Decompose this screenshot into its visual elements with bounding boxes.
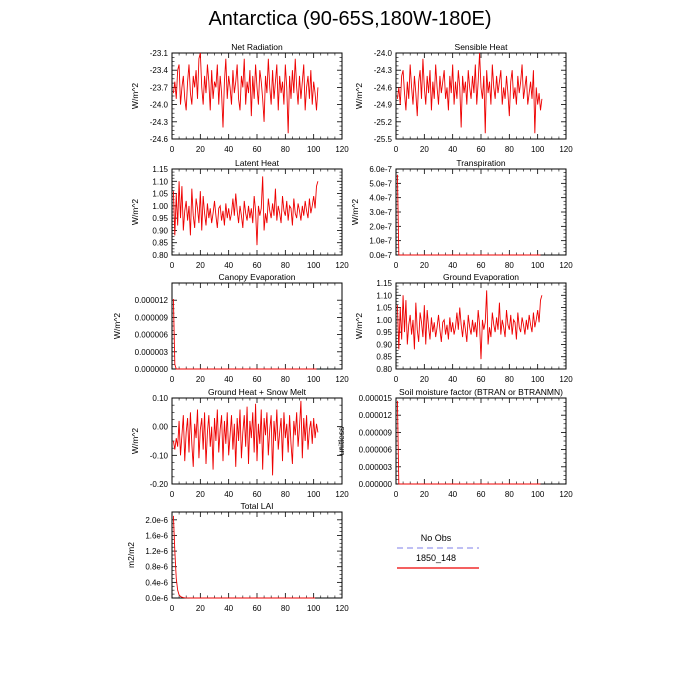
series-line xyxy=(397,175,540,255)
y-tick-label: -24.6 xyxy=(149,135,168,144)
y-tick-label: -0.10 xyxy=(149,451,168,461)
y-tick-label: 0.000012 xyxy=(358,411,392,421)
x-tick-label: 60 xyxy=(476,261,486,270)
series-line xyxy=(173,299,316,369)
chart-panel-1 xyxy=(130,42,349,154)
y-axis-label: W/m^2 xyxy=(354,312,364,340)
y-axis-label: W/m^2 xyxy=(130,427,140,455)
legend-label: 1850_148 xyxy=(415,553,457,563)
y-tick-label: 0.00 xyxy=(152,422,168,432)
x-tick-label: 120 xyxy=(335,261,349,270)
x-tick-label: 20 xyxy=(195,145,205,154)
chart-panel-3 xyxy=(130,158,349,270)
y-tick-label: 5.0e-7 xyxy=(369,179,392,189)
x-tick-label: 60 xyxy=(252,145,262,154)
x-tick-label: 20 xyxy=(195,375,205,384)
chart-title: Latent Heat xyxy=(235,158,279,168)
chart-panel-8 xyxy=(336,387,573,499)
y-tick-label: 1.05 xyxy=(152,189,168,199)
chart-title: Transpiration xyxy=(456,158,506,168)
x-tick-label: 20 xyxy=(195,261,205,270)
y-tick-label: 0.85 xyxy=(152,238,168,248)
x-tick-label: 80 xyxy=(504,375,514,384)
y-tick-label: -23.7 xyxy=(149,83,168,93)
y-tick-label: -25.5 xyxy=(373,135,392,144)
y-tick-label: -24.0 xyxy=(149,100,168,110)
chart-title: Canopy Evaporation xyxy=(218,272,296,282)
x-tick-label: 100 xyxy=(306,490,321,499)
x-tick-label: 80 xyxy=(280,490,290,499)
y-tick-label: 1.0e-7 xyxy=(369,236,392,246)
x-tick-label: 40 xyxy=(224,604,234,613)
x-tick-label: 40 xyxy=(224,261,234,270)
x-tick-label: 80 xyxy=(504,261,514,270)
x-tick-label: 40 xyxy=(448,375,458,384)
chart-panel-7 xyxy=(130,387,349,499)
x-tick-label: 80 xyxy=(280,145,290,154)
x-tick-label: 100 xyxy=(530,145,545,154)
y-tick-label: 0.10 xyxy=(152,394,168,403)
chart-title: Sensible Heat xyxy=(454,42,508,52)
y-tick-label: 1.10 xyxy=(152,177,168,187)
chart-panel-5 xyxy=(112,272,349,384)
x-tick-label: 40 xyxy=(448,145,458,154)
x-tick-label: 60 xyxy=(252,490,262,499)
x-tick-label: 80 xyxy=(280,375,290,384)
x-tick-label: 40 xyxy=(224,375,234,384)
x-tick-label: 60 xyxy=(252,375,262,384)
chart-title: Soil moisture factor (BTRAN or BTRANMN) xyxy=(399,387,563,397)
y-tick-label: -24.6 xyxy=(373,83,392,93)
x-tick-label: 60 xyxy=(476,490,486,499)
series-line xyxy=(173,401,318,476)
y-tick-label: -0.20 xyxy=(149,480,168,489)
y-tick-label: 0.80 xyxy=(376,365,392,374)
x-tick-label: 100 xyxy=(530,375,545,384)
y-axis-label: W/m^2 xyxy=(130,198,140,226)
chart-panel-4 xyxy=(350,158,573,270)
x-tick-label: 100 xyxy=(306,375,321,384)
y-tick-label: 0.000009 xyxy=(134,313,168,323)
chart-title: Ground Evaporation xyxy=(442,272,520,282)
y-tick-label: 0.95 xyxy=(376,328,392,338)
series-line xyxy=(397,53,541,133)
x-tick-label: 0 xyxy=(393,375,399,384)
x-tick-label: 120 xyxy=(335,375,349,384)
y-tick-label: 0.0e-6 xyxy=(145,594,168,603)
y-tick-label: 0.000000 xyxy=(134,365,168,374)
y-tick-label: -23.1 xyxy=(149,49,168,58)
y-tick-label: 1.05 xyxy=(376,303,392,313)
y-tick-label: 0.000015 xyxy=(358,394,392,403)
y-tick-label: 1.15 xyxy=(376,279,392,288)
y-axis-label: m2/m2 xyxy=(126,542,136,568)
x-tick-label: 0 xyxy=(169,375,175,384)
x-tick-label: 0 xyxy=(169,490,175,499)
y-axis-label: W/m^2 xyxy=(112,312,122,340)
y-tick-label: -25.2 xyxy=(373,117,392,127)
y-tick-label: -24.3 xyxy=(149,117,168,127)
x-tick-label: 20 xyxy=(419,375,429,384)
y-tick-label: 0.000006 xyxy=(134,330,168,340)
x-tick-label: 0 xyxy=(169,145,175,154)
plot-frame xyxy=(396,169,566,255)
x-tick-label: 60 xyxy=(252,604,262,613)
x-tick-label: 0 xyxy=(393,490,399,499)
series-line xyxy=(173,53,318,133)
x-tick-label: 60 xyxy=(476,145,486,154)
figure-title: Antarctica (90-65S,180W-180E) xyxy=(208,8,492,30)
x-tick-label: 20 xyxy=(195,490,205,499)
x-tick-label: 80 xyxy=(280,604,290,613)
y-tick-label: 1.2e-6 xyxy=(145,547,168,557)
x-tick-label: 100 xyxy=(530,490,545,499)
series-line xyxy=(173,516,315,598)
y-tick-label: 0.000006 xyxy=(358,445,392,455)
x-tick-label: 60 xyxy=(252,261,262,270)
plot-frame xyxy=(172,512,342,598)
x-tick-label: 120 xyxy=(335,145,349,154)
x-tick-label: 0 xyxy=(393,145,399,154)
y-tick-label: 1.00 xyxy=(376,315,392,325)
chart-panel-6 xyxy=(354,272,573,384)
chart-title: Total LAI xyxy=(240,501,274,511)
x-tick-label: 120 xyxy=(559,145,573,154)
chart-panel-2 xyxy=(354,42,573,154)
x-tick-label: 100 xyxy=(530,261,545,270)
x-tick-label: 0 xyxy=(169,604,175,613)
x-tick-label: 120 xyxy=(559,375,573,384)
y-tick-label: -23.4 xyxy=(149,66,168,76)
series-line xyxy=(397,290,541,359)
x-tick-label: 40 xyxy=(448,261,458,270)
y-tick-label: 1.00 xyxy=(152,201,168,211)
y-tick-label: 0.90 xyxy=(152,226,168,236)
x-tick-label: 100 xyxy=(306,604,321,613)
x-tick-label: 0 xyxy=(393,261,399,270)
y-axis-label: W/m^2 xyxy=(130,82,140,110)
y-tick-label: 4.0e-7 xyxy=(369,193,392,203)
plot-frame xyxy=(396,398,566,484)
y-tick-label: -24.0 xyxy=(373,49,392,58)
x-tick-label: 40 xyxy=(224,145,234,154)
x-tick-label: 20 xyxy=(419,490,429,499)
y-tick-label: 3.0e-7 xyxy=(369,208,392,217)
y-tick-label: 0.95 xyxy=(152,214,168,224)
chart-title: Ground Heat + Snow Melt xyxy=(207,387,307,397)
y-axis-label: unitless xyxy=(336,426,346,456)
x-tick-label: 100 xyxy=(306,145,321,154)
y-tick-label: -24.9 xyxy=(373,100,392,110)
y-axis-label: W/m^2 xyxy=(350,198,360,226)
y-tick-label: 0.000003 xyxy=(134,347,168,357)
x-tick-label: 120 xyxy=(335,490,349,499)
y-tick-label: 1.6e-6 xyxy=(145,531,168,541)
y-tick-label: 0.90 xyxy=(376,340,392,350)
y-tick-label: 0.85 xyxy=(376,352,392,362)
y-tick-label: 0.0e-7 xyxy=(369,251,392,260)
y-tick-label: 6.0e-7 xyxy=(369,165,392,174)
legend-label: No Obs xyxy=(420,533,452,543)
x-tick-label: 0 xyxy=(169,261,175,270)
y-tick-label: 0.4e-6 xyxy=(145,578,168,588)
plot-frame xyxy=(172,283,342,369)
x-tick-label: 80 xyxy=(504,490,514,499)
x-tick-label: 20 xyxy=(419,145,429,154)
y-tick-label: 0.000000 xyxy=(358,480,392,489)
y-tick-label: 0.000003 xyxy=(358,462,392,472)
y-tick-label: 1.10 xyxy=(376,291,392,301)
y-tick-label: 0.000009 xyxy=(358,428,392,438)
x-tick-label: 20 xyxy=(419,261,429,270)
x-tick-label: 120 xyxy=(559,490,573,499)
y-tick-label: -24.3 xyxy=(373,66,392,76)
x-tick-label: 120 xyxy=(559,261,573,270)
x-tick-label: 80 xyxy=(504,145,514,154)
series-line xyxy=(397,401,540,484)
x-tick-label: 80 xyxy=(280,261,290,270)
x-tick-label: 60 xyxy=(476,375,486,384)
y-tick-label: 2.0e-6 xyxy=(145,515,168,525)
y-tick-label: 0.80 xyxy=(152,251,168,260)
legend xyxy=(397,533,479,568)
chart-title: Net Radiation xyxy=(231,42,283,52)
y-tick-label: 1.15 xyxy=(152,165,168,174)
y-tick-label: 0.000012 xyxy=(134,296,168,306)
x-tick-label: 120 xyxy=(335,604,349,613)
x-tick-label: 100 xyxy=(306,261,321,270)
x-tick-label: 20 xyxy=(195,604,205,613)
chart-panel-9 xyxy=(126,501,349,613)
x-tick-label: 40 xyxy=(448,490,458,499)
x-tick-label: 40 xyxy=(224,490,234,499)
series-line xyxy=(173,176,318,245)
y-axis-label: W/m^2 xyxy=(354,82,364,110)
y-tick-label: 2.0e-7 xyxy=(369,222,392,232)
y-tick-label: 0.8e-6 xyxy=(145,562,168,572)
